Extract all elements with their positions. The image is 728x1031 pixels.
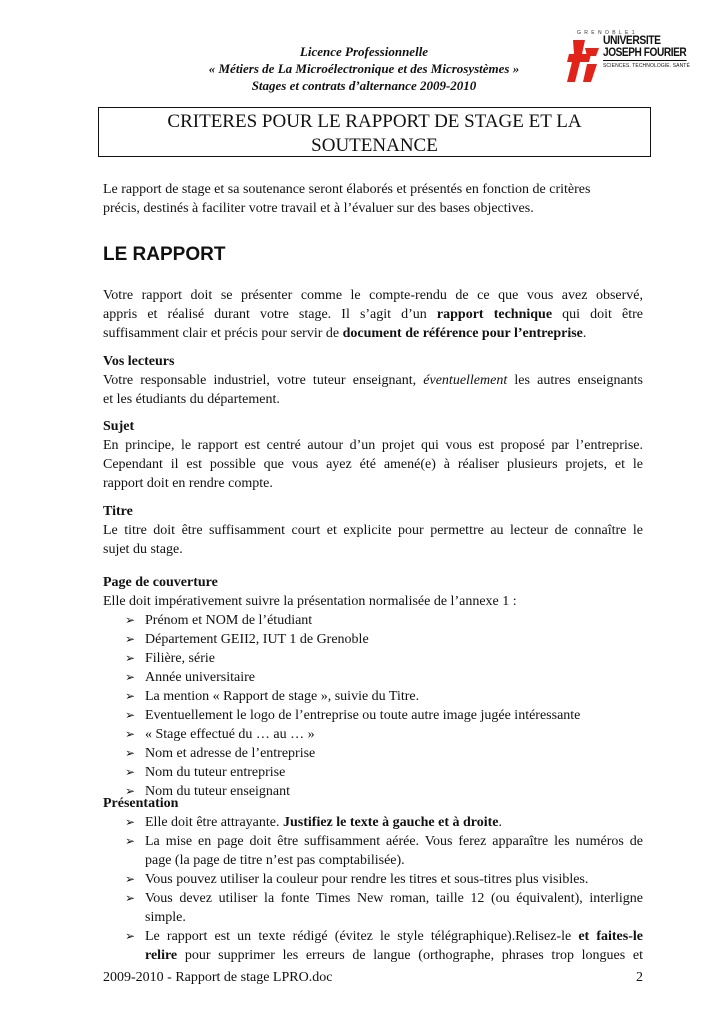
lecteurs-section — [103, 352, 643, 409]
arrow-bullet-icon: ➢ — [125, 872, 136, 886]
couverture-section — [103, 573, 643, 611]
sujet-section — [103, 417, 643, 493]
presentation-section — [103, 794, 643, 813]
lecteurs-line-1: Votre responsable industriel, votre tuteur enseignant, éventuellement les autres enseignants — [103, 373, 643, 388]
list-item: ➢ Elle doit être attrayante. Justifiez le texte à gauche et à droite. — [125, 815, 503, 830]
couverture-list — [103, 611, 643, 801]
list-item: ➢ Filière, série — [125, 651, 215, 666]
list-item: ➢ Eventuellement le logo de l’entreprise ou toute autre image jugée intéressante — [125, 708, 581, 723]
list-item: ➢ Nom du tuteur entreprise — [125, 765, 286, 780]
arrow-bullet-icon: ➢ — [125, 815, 136, 829]
rapport-line-3: suffisamment clair et précis pour servir de document de référence pour l’entreprise. — [103, 326, 587, 341]
arrow-bullet-icon: ➢ — [125, 784, 136, 798]
titre-section — [103, 502, 643, 559]
sujet-heading: Sujet — [103, 419, 135, 434]
header-line-2: « Métiers de La Microélectronique et des Microsystèmes » — [208, 61, 520, 76]
arrow-bullet-icon: ➢ — [125, 632, 136, 646]
sujet-line-1: En principe, le rapport est centré autour d’un projet qui vous est proposé par l’entreprise. — [103, 438, 643, 453]
sujet-line-2: Cependant il est possible que vous ayez été amené(e) à réaliser plusieurs projets, et le — [103, 457, 643, 472]
logo-line-3: SCIENCES. TECHNOLOGIE. SANTÉ — [603, 63, 690, 69]
arrow-bullet-icon: ➢ — [125, 834, 136, 848]
lecteurs-line-2: et les étudiants du département. — [103, 392, 280, 407]
arrow-bullet-icon: ➢ — [125, 708, 136, 722]
logo-dots: G R E N O B L E 1 — [577, 30, 636, 36]
title-box — [98, 107, 651, 157]
sujet-line-3: rapport doit en rendre compte. — [103, 476, 273, 491]
rapport-line-1: Votre rapport doit se présenter comme le compte-rendu de ce que vous avez observé, — [103, 288, 643, 303]
page-number: 2 — [636, 970, 643, 985]
arrow-bullet-icon: ➢ — [125, 746, 136, 760]
footer-filename: 2009-2010 - Rapport de stage LPRO.doc — [103, 970, 333, 985]
section-title: LE RAPPORT — [103, 244, 226, 265]
presentation-heading: Présentation — [103, 796, 179, 811]
header-line-3: Stages et contrats d’alternance 2009-2010 — [251, 78, 477, 93]
lecteurs-heading: Vos lecteurs — [103, 354, 175, 369]
logo-mark-icon — [565, 34, 601, 86]
title-line-1: CRITERES POUR LE RAPPORT DE STAGE ET LA — [167, 111, 582, 132]
logo-line-2: JOSEPH FOURIER — [603, 47, 687, 59]
list-item: ➢ Année universitaire — [125, 670, 256, 685]
university-logo — [565, 28, 690, 88]
list-item: ➢ Nom et adresse de l’entreprise — [125, 746, 316, 761]
arrow-bullet-icon: ➢ — [125, 651, 136, 665]
logo-line-1: UNIVERSITE — [603, 33, 661, 47]
arrow-bullet-icon: ➢ — [125, 689, 136, 703]
intro-line-1: Le rapport de stage et sa soutenance seront élaborés et présentés en fonction de critères — [103, 182, 591, 197]
presentation-list — [103, 813, 643, 965]
arrow-bullet-icon: ➢ — [125, 727, 136, 741]
titre-line-1: Le titre doit être suffisamment court et explicite pour permettre au lecteur de connaître le — [103, 523, 643, 538]
titre-line-2: sujet du stage. — [103, 542, 183, 557]
list-item: ➢ « Stage effectué du … au … » — [125, 727, 315, 742]
header-line-1: Licence Professionnelle — [299, 44, 429, 59]
arrow-bullet-icon: ➢ — [125, 891, 136, 905]
list-item: ➢ Nom du tuteur enseignant — [125, 784, 291, 799]
list-item: ➢ Vous devez utiliser la fonte Times New roman, taille 12 (ou équivalent), interligne simple. — [125, 891, 643, 925]
couverture-heading: Page de couverture — [103, 575, 218, 590]
list-item: ➢ La mise en page doit être suffisamment aérée. Vous ferez apparaître les numéros de page (la page de titre n’est pas comptabilisée). — [125, 834, 643, 868]
title-line-2: SOUTENANCE — [311, 135, 438, 156]
titre-heading: Titre — [103, 504, 133, 519]
arrow-bullet-icon: ➢ — [125, 670, 136, 684]
rapport-paragraph — [103, 286, 643, 343]
arrow-bullet-icon: ➢ — [125, 929, 136, 943]
couverture-intro: Elle doit impérativement suivre la présentation normalisée de l’annexe 1 : — [103, 594, 517, 609]
list-item: ➢ Vous pouvez utiliser la couleur pour rendre les titres et sous-titres plus visibles. — [125, 872, 589, 887]
intro-paragraph — [103, 180, 643, 218]
list-item: ➢ Département GEII2, IUT 1 de Grenoble — [125, 632, 369, 647]
intro-line-2: précis, destinés à faciliter votre travail et à l’évaluer sur des bases objectives. — [103, 201, 534, 216]
arrow-bullet-icon: ➢ — [125, 765, 136, 779]
list-item: ➢ Prénom et NOM de l’étudiant — [125, 613, 313, 628]
arrow-bullet-icon: ➢ — [125, 613, 136, 627]
list-item: ➢ La mention « Rapport de stage », suivie du Titre. — [125, 689, 420, 704]
rapport-line-2: appris et réalisé durant votre stage. Il s’agit d’un rapport technique qui doit être — [103, 307, 643, 322]
page-footer — [103, 968, 643, 987]
list-item: ➢ Le rapport est un texte rédigé (évitez le style télégraphique).Relisez-le et faites-le relire pour supprimer les erreurs de langue (orthographe, phrases trop longues et — [125, 929, 643, 963]
